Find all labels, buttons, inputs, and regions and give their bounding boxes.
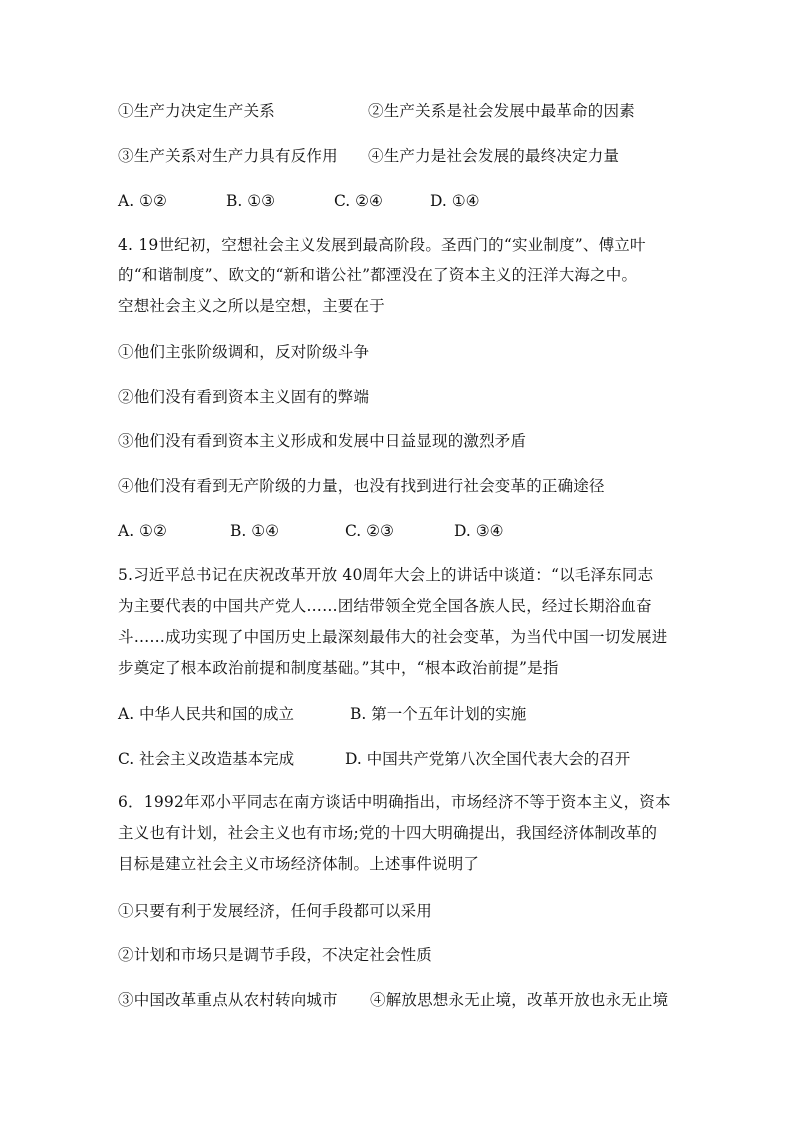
q5-stem-line-4: 步奠定了根本政治前提和制度基础。”其中，“根本政治前提”是指	[118, 659, 559, 677]
q4-stem-line-2: 的“和谐制度”、欧文的“新和谐公社”都湮没在了资本主义的汪洋大海之中。	[118, 266, 638, 284]
q5-stem-line-1: 5.习近平总书记在庆祝改革开放 40周年大会上的讲话中谈道：“以毛泽东同志	[118, 566, 654, 584]
q6-statement-1: ①只要有利于发展经济，任何手段都可以采用	[118, 902, 433, 920]
q5-option-d: D. 中国共产党第八次全国代表大会的召开	[345, 750, 631, 768]
q5-option-a: A. 中华人民共和国的成立	[118, 705, 295, 723]
q4-statement-2: ②他们没有看到资本主义固有的弊端	[118, 388, 370, 406]
q4-option-d: D. ③④	[454, 522, 504, 540]
q3-statement-3: ③生产关系对生产力具有反作用	[118, 147, 338, 165]
q6-statement-3: ③中国改革重点从农村转向城市	[118, 991, 338, 1009]
q3-statement-1: ①生产力决定生产关系	[118, 102, 276, 120]
q4-statement-1: ①他们主张阶级调和，反对阶级斗争	[118, 343, 370, 361]
q3-statement-2: ②生产关系是社会发展中最革命的因素	[368, 102, 635, 120]
q3-option-c: C. ②④	[334, 192, 383, 210]
q6-stem-line-1: 6．1992年邓小平同志在南方谈话中明确指出，市场经济不等于资本主义，资本	[118, 793, 671, 811]
q6-stem-line-2: 主义也有计划，社会主义也有市场;党的十四大明确提出，我国经济体制改革的	[118, 824, 658, 842]
q6-stem-line-3: 目标是建立社会主义市场经济体制。上述事件说明了	[118, 855, 480, 873]
q3-statement-4: ④生产力是社会发展的最终决定力量	[368, 147, 620, 165]
q5-stem-line-3: 斗……成功实现了中国历史上最深刻最伟大的社会变革，为当代中国一切发展进	[118, 628, 668, 646]
q6-statement-2: ②计划和市场只是调节手段，不决定社会性质	[118, 946, 433, 964]
q4-stem-line-3: 空想社会主义之所以是空想，主要在于	[118, 297, 385, 315]
q4-stem-line-1: 4. 19世纪初，空想社会主义发展到最高阶段。圣西门的“实业制度”、傅立叶	[118, 236, 646, 254]
q4-option-a: A. ①②	[118, 522, 167, 540]
q4-option-b: B. ①④	[230, 522, 280, 540]
q5-option-c: C. 社会主义改造基本完成	[118, 750, 295, 768]
q3-option-b: B. ①③	[226, 192, 276, 210]
q4-statement-3: ③他们没有看到资本主义形成和发展中日益显现的激烈矛盾	[118, 432, 527, 450]
q4-option-c: C. ②③	[345, 522, 394, 540]
q5-option-b: B. 第一个五年计划的实施	[350, 705, 527, 723]
q3-option-d: D. ①④	[430, 192, 480, 210]
q6-statement-4: ④解放思想永无止境，改革开放也永无止境	[370, 991, 669, 1009]
q4-statement-4: ④他们没有看到无产阶级的力量，也没有找到进行社会变革的正确途径	[118, 477, 605, 495]
q3-option-a: A. ①②	[118, 192, 167, 210]
q5-stem-line-2: 为主要代表的中国共产党人……团结带领全党全国各族人民，经过长期浴血奋	[118, 597, 652, 615]
